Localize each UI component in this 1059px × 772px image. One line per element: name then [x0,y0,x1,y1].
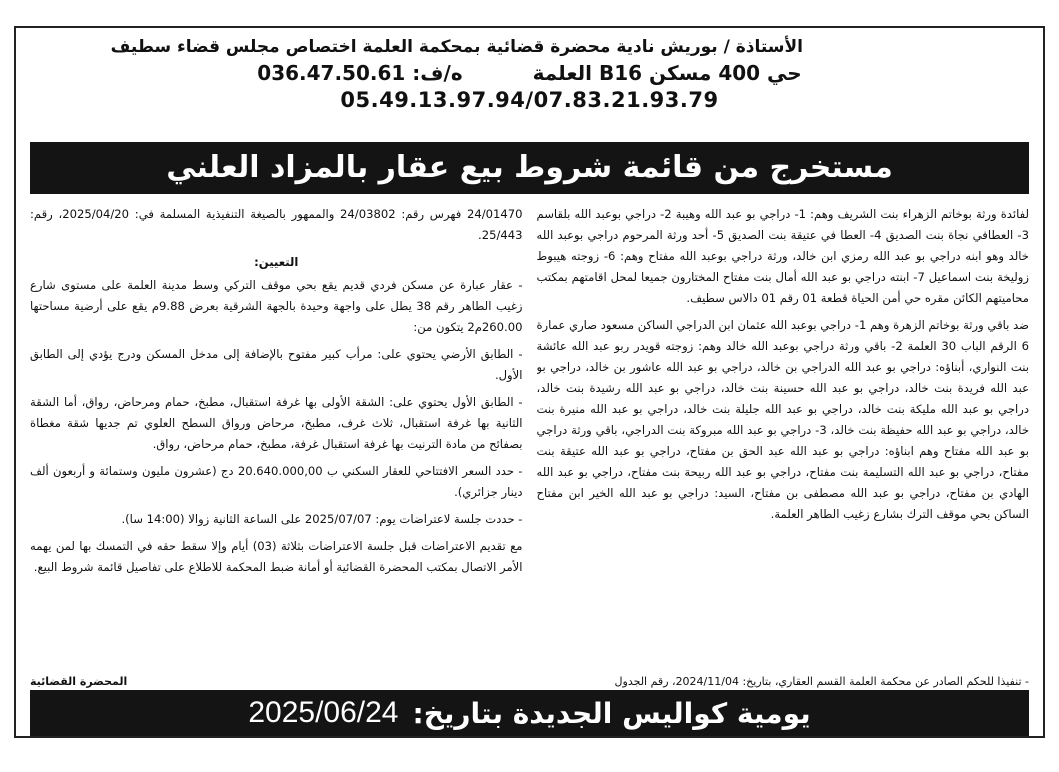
objection-instructions: مع تقديم الاعتراضات قبل جلسة الاعتراضات بثلاثة (03) أيام وإلا سقط حقه في التمسك بها لمن يهمه الأمر الاتصال بمكتب المحضرة القضائية أو أمانة ضبط المحكمة للاطلاع على تفاصيل قائمة شروط البيع. [30,539,523,574]
defendants-paragraph: ضد باقي ورثة بوخاتم الزهرة وهم 1- دراجي بوعبد الله عثمان ابن الدراجي الساكن مسعود صاري عمارة 6 الرقم الباب 30 العلمة 2- باقي ورثة دراجي بوعبد الله خالد وهم: زوجته قويدر ربو عبد الله عائشة بنت النواري، أبناؤه: دراجي بو عبد الله الدراجي بن خالد، دراجي بو عبد الله عاشور بن خالد، دراجي بو عبد الله فريدة بنت خالد، دراجي بو عبد الله حسينة بنت خالد، دراجي بو عبد الله رشيدة بنت خالد، دراجي بو عبد الله مليكة بنت خالد، دراجي بو عبد الله جليلة بنت خالد، دراجي بو عبد الله منيرة بنت خالد، دراجي بو عبد الله حفيظة بنت خالد، 3- دراجي بو عبد الله مبروكة بنت الدراجي، باقي ورثة دراجي بو عبد الله مفتاح وهم ابناؤه: دراجي بو عبد الله عبد الحق بن مفتاح، دراجي بو عبد الله عتيقة بنت مفتاح، دراجي بو عبد الله التسليمة بنت مفتاح، دراجي بو عبد الله ربيحة بنت مفتاح، دراجي بو عبد الله الهادي بن مفتاح، دراجي بو عبد الله مصطفى بن مفتاح، السيد: دراجي بو عبد الله الخير ابن مفتاح الساكن بحي موقف الترك بشارع زغيب الطاهر العلمة. [536,318,1029,521]
bailiff-header [16,36,1043,136]
title-banner [30,142,1029,194]
publication-banner [30,690,1029,736]
signature: المحضرة القضائية [30,675,128,688]
first-floor-description: - الطابق الأول يحتوي على: الشقة الأولى بها غرفة استقبال، مطبخ، حمام ومرحاض، رواق، أما الشقة الثانية بها غرفة استقبال، ثلاث غرف، مطبخ، مرحاض ورواق السطح العلوي تم جديها شقة مغطاة بصفائح من مادة الترنيت بها غرفة استقبال غرفة، مطبخ، حمام مرحاض، رواق. [30,395,523,451]
bailiff-name: الأستاذة / بوريش نادية محضرة قضائية بمحكمة العلمة اختصاص مجلس قضاء سطيف [110,37,803,57]
contact-row [16,60,1043,86]
property-description: - عقار عبارة عن مسكن فردي قديم يقع بحي موقف التركي وسط مدينة العلمة على مستوى شارع زغيب الطاهر رقم 38 يطل على واجهة وحيدة بالجهة الشرقية بعرض 9.88م يقع على أرضية مساحتها 260.00م2 يتكون من: [30,278,523,334]
ad-frame [14,26,1045,738]
execution-note: - تنفيذا للحكم الصادر عن محكمة العلمة القسم العقاري، بتاريخ: 2024/11/04، رقم الجدول [614,675,1029,688]
office-phone: ه/ف: 036.47.50.61 [257,61,463,85]
left-column [30,204,523,664]
publication-date: 2025/06/24 [248,696,399,729]
ground-floor-description: - الطابق الأرضي يحتوي على: مرأب كبير مفتوح بالإضافة إلى مدخل المسكن ودرج يؤدي إلى الطابق الأول. [30,347,523,382]
designation-heading: التعيين: [254,255,299,269]
body-columns [30,204,1029,664]
right-column [537,204,1030,664]
judgment-reference: 24/01470 فهرس رقم: 24/03802 والممهور بالصيغة التنفيذية المسلمة في: 2025/04/20، رقم: 25/443. [30,207,523,242]
plaintiffs-paragraph: لفائدة ورثة بوخاتم الزهراء بنت الشريف وهم: 1- دراجي بو عبد الله وهيبة 2- دراجي بوعبد الله بلقاسم 3- العطافي نجاة بنت الصديق 4- العطا في عتيقة بنت الصديق 5- أحد ورثة المرحوم دراجي بوعبد الله خالد وهو ابنه دراجي بو عبد الله رمزي ابن خالد، ورثة دراجي بوعبد الله مفتاح وهم: 6- زوجته هيبوط زوليخة بنت اسماعيل 7- ابنته دراجي بو عبد الله أمال بنت مفتاح المختارون جميعا لمحل اقامتهم بمكتب محاميتهم الكائن مقره حي أمن الحياة قطعة 01 رقم 01 دالاس سطيف. [536,207,1029,305]
objection-session: - حددت جلسة لاعتراضات يوم: 2025/07/07 على الساعة الثانية زوالا (14:00 سا). [121,512,523,526]
newspaper-label: يومية كواليس الجديدة بتاريخ: [412,696,811,730]
opening-price: - حدد السعر الافتتاحي للعقار السكني ب 20.640.000,00 دج (عشرون مليون وستمائة و أربعون ألف دينار جزائري). [30,464,523,499]
office-address: حي 400 مسكن B16 العلمة [532,61,802,85]
mobile-numbers: 05.49.13.97.94/07.83.21.93.79 [340,88,719,112]
notice-title: مستخرج من قائمة شروط بيع عقار بالمزاد العلني [166,150,893,185]
